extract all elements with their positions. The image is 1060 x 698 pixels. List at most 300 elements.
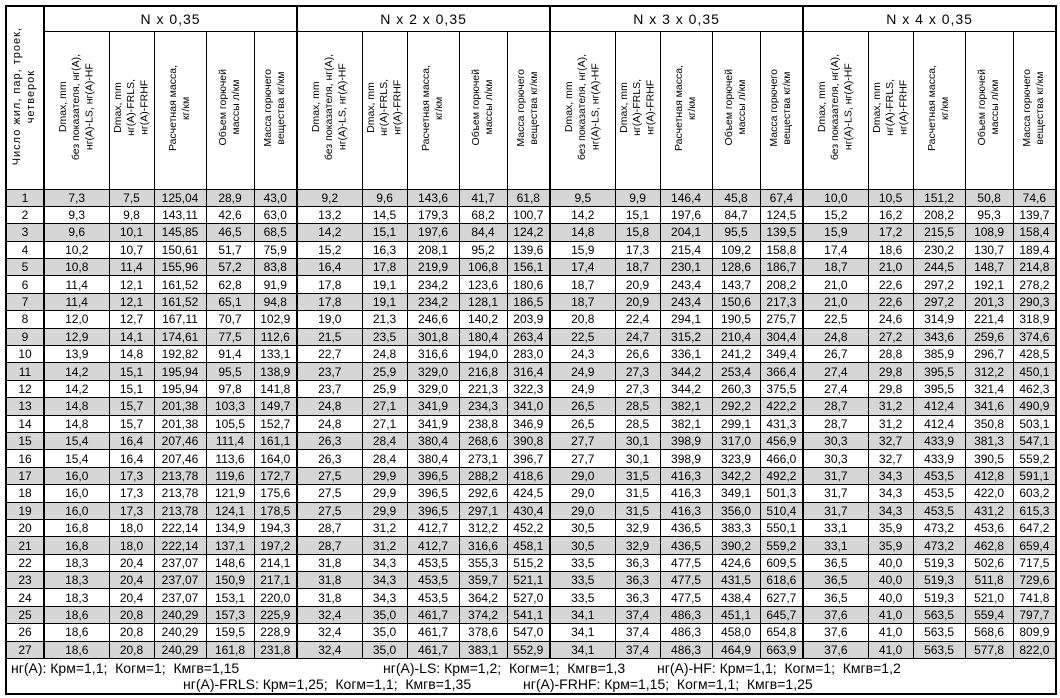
value-cell: 12,1 <box>109 276 154 293</box>
value-cell: 31,5 <box>615 502 660 519</box>
table-row <box>6 398 1056 415</box>
value-cell: 24,9 <box>550 363 615 380</box>
value-cell: 563,5 <box>913 606 965 623</box>
column-header-combustible-volume-group1 <box>206 31 254 189</box>
value-cell: 453,5 <box>407 554 459 571</box>
value-cell: 37,4 <box>615 624 660 641</box>
value-cell: 10,8 <box>44 259 109 276</box>
value-cell: 24,8 <box>362 346 407 363</box>
value-cell: 29,8 <box>868 380 913 397</box>
value-cell: 222,14 <box>154 537 206 554</box>
value-cell: 316,4 <box>507 363 550 380</box>
value-cell: 355,3 <box>459 554 507 571</box>
value-cell: 659,4 <box>1013 537 1056 554</box>
value-cell: 31,7 <box>803 467 868 484</box>
value-cell: 717,5 <box>1013 554 1056 571</box>
value-cell: 225,9 <box>254 606 297 623</box>
value-cell: 22,4 <box>615 311 660 328</box>
value-cell: 14,2 <box>550 206 615 223</box>
value-cell: 28,4 <box>362 450 407 467</box>
rotated-header-text: Dmax, mm без показателя, нг(А), нг(А)-LS, нг(А)-HF <box>310 54 349 161</box>
value-cell: 25,9 <box>362 363 407 380</box>
value-cell: 91,9 <box>254 276 297 293</box>
value-cell: 304,4 <box>760 328 803 345</box>
value-cell: 201,38 <box>154 415 206 432</box>
value-cell: 91,4 <box>206 346 254 363</box>
column-header-dmax-fr-group3 <box>615 31 660 189</box>
value-cell: 18,7 <box>803 259 868 276</box>
value-cell: 288,2 <box>459 467 507 484</box>
value-cell: 20,4 <box>109 554 154 571</box>
value-cell: 36,3 <box>615 572 660 589</box>
rotated-header-text: Dmax, mm нг(А)-FRLS, нг(А)-FRHF <box>617 79 657 136</box>
value-cell: 40,0 <box>868 572 913 589</box>
value-cell: 431,3 <box>760 415 803 432</box>
value-cell: 16,0 <box>44 467 109 484</box>
value-cell: 146,4 <box>660 189 712 206</box>
value-cell: 398,9 <box>660 450 712 467</box>
value-cell: 16,0 <box>44 485 109 502</box>
value-cell: 20,8 <box>550 311 615 328</box>
value-cell: 343,6 <box>913 328 965 345</box>
value-cell: 219,9 <box>407 259 459 276</box>
column-header-calc-mass-group1 <box>154 31 206 189</box>
value-cell: 75,9 <box>254 241 297 258</box>
value-cell: 201,3 <box>965 293 1013 310</box>
value-cell: 17,8 <box>297 276 362 293</box>
value-cell: 341,6 <box>965 398 1013 415</box>
value-cell: 215,4 <box>660 241 712 258</box>
value-cell: 21,0 <box>803 276 868 293</box>
value-cell: 108,9 <box>965 224 1013 241</box>
value-cell: 43,0 <box>254 189 297 206</box>
value-cell: 563,5 <box>913 624 965 641</box>
value-cell: 109,2 <box>712 241 760 258</box>
value-cell: 21,5 <box>297 328 362 345</box>
value-cell: 350,8 <box>965 415 1013 432</box>
value-cell: 12,0 <box>44 311 109 328</box>
value-cell: 197,2 <box>254 537 297 554</box>
value-cell: 34,1 <box>550 624 615 641</box>
row-number: 8 <box>6 311 44 328</box>
value-cell: 22,5 <box>803 311 868 328</box>
value-cell: 28,4 <box>362 432 407 449</box>
value-cell: 42,6 <box>206 206 254 223</box>
value-cell: 492,2 <box>760 467 803 484</box>
value-cell: 213,78 <box>154 502 206 519</box>
value-cell: 18,3 <box>44 572 109 589</box>
value-cell: 412,4 <box>913 398 965 415</box>
row-number: 24 <box>6 589 44 606</box>
value-cell: 797,7 <box>1013 606 1056 623</box>
value-cell: 17,3 <box>109 485 154 502</box>
value-cell: 381,3 <box>965 432 1013 449</box>
value-cell: 15,7 <box>109 415 154 432</box>
table-row <box>6 293 1056 310</box>
value-cell: 290,3 <box>1013 293 1056 310</box>
value-cell: 17,3 <box>109 467 154 484</box>
value-cell: 111,4 <box>206 432 254 449</box>
value-cell: 521,0 <box>965 589 1013 606</box>
value-cell: 186,5 <box>507 293 550 310</box>
value-cell: 428,5 <box>1013 346 1056 363</box>
value-cell: 139,7 <box>1013 206 1056 223</box>
rotated-header-text: Объем горючей массы л/км <box>722 69 749 146</box>
value-cell: 30,5 <box>550 519 615 536</box>
value-cell: 645,7 <box>760 606 803 623</box>
row-number: 9 <box>6 328 44 345</box>
value-cell: 14,5 <box>362 206 407 223</box>
row-number: 22 <box>6 554 44 571</box>
row-count-column-header <box>6 6 44 189</box>
value-cell: 14,8 <box>44 415 109 432</box>
value-cell: 436,5 <box>660 519 712 536</box>
table-row <box>6 224 1056 241</box>
rotated-header-text: Dmax, mm без показателя, нг(А), нг(А)-LS, нг(А)-HF <box>57 54 96 161</box>
value-cell: 37,6 <box>803 606 868 623</box>
value-cell: 103,3 <box>206 398 254 415</box>
value-cell: 9,6 <box>362 189 407 206</box>
value-cell: 20,8 <box>109 606 154 623</box>
table-row <box>6 259 1056 276</box>
value-cell: 213,78 <box>154 467 206 484</box>
note-ng-a-hf: нг(А)-HF: Крм=1,1; Когм=1; Кмгв=1,2 <box>657 660 901 677</box>
value-cell: 378,6 <box>459 624 507 641</box>
value-cell: 150,61 <box>154 241 206 258</box>
column-header-dmax-standard-group4 <box>803 31 868 189</box>
value-cell: 27,4 <box>803 380 868 397</box>
value-cell: 37,6 <box>803 624 868 641</box>
note-ng-a-frls: нг(А)-FRLS: Крм=1,25; Когм=1,1; Кмгв=1,35 <box>183 676 472 693</box>
value-cell: 430,4 <box>507 502 550 519</box>
value-cell: 31,7 <box>803 485 868 502</box>
rotated-header-text: Расчетная масса, кг/км <box>925 64 952 151</box>
value-cell: 121,9 <box>206 485 254 502</box>
rotated-header-text: Расчетная масса, кг/км <box>419 64 446 151</box>
value-cell: 21,0 <box>868 259 913 276</box>
value-cell: 515,2 <box>507 554 550 571</box>
value-cell: 34,3 <box>868 467 913 484</box>
value-cell: 19,0 <box>297 311 362 328</box>
value-cell: 157,3 <box>206 606 254 623</box>
value-cell: 563,5 <box>913 641 965 658</box>
value-cell: 28,7 <box>297 537 362 554</box>
rotated-header-text: Объем горючей массы л/км <box>469 69 496 146</box>
value-cell: 241,2 <box>712 346 760 363</box>
value-cell: 210,4 <box>712 328 760 345</box>
value-cell: 240,29 <box>154 606 206 623</box>
value-cell: 473,2 <box>913 537 965 554</box>
value-cell: 16,8 <box>44 519 109 536</box>
value-cell: 22,6 <box>868 276 913 293</box>
column-header-dmax-standard-group1 <box>44 31 109 189</box>
table-row <box>6 606 1056 623</box>
value-cell: 46,5 <box>206 224 254 241</box>
value-cell: 486,3 <box>660 606 712 623</box>
value-cell: 32,7 <box>868 432 913 449</box>
value-cell: 22,5 <box>550 328 615 345</box>
value-cell: 26,6 <box>615 346 660 363</box>
table-row <box>6 311 1056 328</box>
value-cell: 175,6 <box>254 485 297 502</box>
value-cell: 190,5 <box>712 311 760 328</box>
value-cell: 422,0 <box>965 485 1013 502</box>
value-cell: 95,3 <box>965 206 1013 223</box>
value-cell: 452,2 <box>507 519 550 536</box>
value-cell: 128,1 <box>459 293 507 310</box>
value-cell: 27,1 <box>362 398 407 415</box>
column-header-combustible-volume-group3 <box>712 31 760 189</box>
column-header-dmax-fr-group1 <box>109 31 154 189</box>
value-cell: 95,5 <box>712 224 760 241</box>
value-cell: 559,2 <box>1013 450 1056 467</box>
value-cell: 501,3 <box>760 485 803 502</box>
value-cell: 27,5 <box>297 467 362 484</box>
value-cell: 260,3 <box>712 380 760 397</box>
value-cell: 627,7 <box>760 589 803 606</box>
value-cell: 464,9 <box>712 641 760 658</box>
value-cell: 741,8 <box>1013 589 1056 606</box>
table-row <box>6 189 1056 206</box>
column-header-calc-mass-group4 <box>913 31 965 189</box>
value-cell: 462,3 <box>1013 380 1056 397</box>
value-cell: 208,2 <box>760 276 803 293</box>
value-cell: 375,5 <box>760 380 803 397</box>
value-cell: 23,5 <box>362 328 407 345</box>
value-cell: 33,5 <box>550 572 615 589</box>
value-cell: 383,3 <box>712 519 760 536</box>
table-row <box>6 537 1056 554</box>
value-cell: 18,7 <box>550 276 615 293</box>
value-cell: 431,5 <box>712 572 760 589</box>
value-cell: 203,9 <box>507 311 550 328</box>
value-cell: 10,1 <box>109 224 154 241</box>
rotated-header-text: Объем горючей массы л/км <box>975 69 1002 146</box>
column-header-combustible-mass-group3 <box>760 31 803 189</box>
value-cell: 94,8 <box>254 293 297 310</box>
value-cell: 14,2 <box>297 224 362 241</box>
value-cell: 436,5 <box>660 537 712 554</box>
value-cell: 150,9 <box>206 572 254 589</box>
value-cell: 35,0 <box>362 641 407 658</box>
value-cell: 450,1 <box>1013 363 1056 380</box>
value-cell: 385,9 <box>913 346 965 363</box>
value-cell: 215,5 <box>913 224 965 241</box>
row-count-header-line2: четверок <box>25 69 37 123</box>
value-cell: 41,0 <box>868 606 913 623</box>
value-cell: 16,4 <box>109 450 154 467</box>
value-cell: 14,8 <box>44 398 109 415</box>
value-cell: 618,6 <box>760 572 803 589</box>
value-cell: 396,5 <box>407 467 459 484</box>
value-cell: 32,9 <box>615 519 660 536</box>
value-cell: 15,2 <box>803 206 868 223</box>
value-cell: 214,8 <box>1013 259 1056 276</box>
row-number: 19 <box>6 502 44 519</box>
table-footer <box>6 659 1056 695</box>
table-row <box>6 415 1056 432</box>
value-cell: 412,7 <box>407 537 459 554</box>
value-cell: 68,5 <box>254 224 297 241</box>
value-cell: 33,1 <box>803 537 868 554</box>
value-cell: 615,3 <box>1013 502 1056 519</box>
value-cell: 222,14 <box>154 519 206 536</box>
table-row <box>6 363 1056 380</box>
value-cell: 113,6 <box>206 450 254 467</box>
value-cell: 663,9 <box>760 641 803 658</box>
value-cell: 14,2 <box>44 363 109 380</box>
value-cell: 194,0 <box>459 346 507 363</box>
column-header-dmax-fr-group4 <box>868 31 913 189</box>
value-cell: 197,6 <box>660 206 712 223</box>
value-cell: 27,5 <box>297 485 362 502</box>
value-cell: 34,3 <box>868 485 913 502</box>
value-cell: 364,2 <box>459 589 507 606</box>
row-number: 26 <box>6 624 44 641</box>
value-cell: 27,7 <box>550 450 615 467</box>
value-cell: 9,3 <box>44 206 109 223</box>
value-cell: 395,5 <box>913 363 965 380</box>
value-cell: 297,2 <box>913 276 965 293</box>
rotated-header-text: Расчетная масса, кг/км <box>166 64 192 151</box>
value-cell: 366,4 <box>760 363 803 380</box>
column-header-combustible-mass-group4 <box>1013 31 1056 189</box>
column-header-dmax-standard-group2 <box>297 31 362 189</box>
value-cell: 477,5 <box>660 589 712 606</box>
value-cell: 17,4 <box>803 241 868 258</box>
value-cell: 30,1 <box>615 432 660 449</box>
value-cell: 207,46 <box>154 432 206 449</box>
value-cell: 138,9 <box>254 363 297 380</box>
value-cell: 11,4 <box>44 293 109 310</box>
value-cell: 382,1 <box>660 415 712 432</box>
value-cell: 17,3 <box>615 241 660 258</box>
value-cell: 220,0 <box>254 589 297 606</box>
value-cell: 316,6 <box>459 537 507 554</box>
value-cell: 16,8 <box>44 537 109 554</box>
value-cell: 318,9 <box>1013 311 1056 328</box>
value-cell: 124,2 <box>507 224 550 241</box>
value-cell: 28,7 <box>297 519 362 536</box>
table-row <box>6 276 1056 293</box>
value-cell: 140,2 <box>459 311 507 328</box>
value-cell: 547,0 <box>507 624 550 641</box>
row-number: 17 <box>6 467 44 484</box>
value-cell: 297,1 <box>459 502 507 519</box>
value-cell: 194,3 <box>254 519 297 536</box>
value-cell: 214,1 <box>254 554 297 571</box>
value-cell: 213,78 <box>154 485 206 502</box>
value-cell: 13,9 <box>44 346 109 363</box>
value-cell: 473,2 <box>913 519 965 536</box>
column-group-nx2x035: N x 2 x 0,35 <box>297 6 550 31</box>
value-cell: 139,6 <box>507 241 550 258</box>
value-cell: 17,2 <box>868 224 913 241</box>
value-cell: 15,1 <box>615 206 660 223</box>
value-cell: 29,9 <box>362 467 407 484</box>
value-cell: 167,11 <box>154 311 206 328</box>
sub-header-row <box>6 31 1056 189</box>
value-cell: 27,3 <box>615 380 660 397</box>
value-cell: 36,5 <box>803 554 868 571</box>
row-number: 3 <box>6 224 44 241</box>
value-cell: 321,4 <box>965 380 1013 397</box>
value-cell: 654,8 <box>760 624 803 641</box>
value-cell: 30,3 <box>803 432 868 449</box>
value-cell: 17,8 <box>297 293 362 310</box>
value-cell: 461,7 <box>407 606 459 623</box>
value-cell: 297,2 <box>913 293 965 310</box>
value-cell: 395,5 <box>913 380 965 397</box>
value-cell: 27,5 <box>297 502 362 519</box>
value-cell: 172,7 <box>254 467 297 484</box>
value-cell: 341,9 <box>407 415 459 432</box>
table-row <box>6 328 1056 345</box>
value-cell: 32,7 <box>868 450 913 467</box>
value-cell: 35,0 <box>362 624 407 641</box>
value-cell: 27,1 <box>362 415 407 432</box>
value-cell: 438,4 <box>712 589 760 606</box>
value-cell: 23,7 <box>297 380 362 397</box>
value-cell: 299,1 <box>712 415 760 432</box>
value-cell: 14,8 <box>109 346 154 363</box>
value-cell: 294,1 <box>660 311 712 328</box>
value-cell: 416,3 <box>660 485 712 502</box>
value-cell: 195,94 <box>154 363 206 380</box>
value-cell: 238,8 <box>459 415 507 432</box>
value-cell: 97,8 <box>206 380 254 397</box>
value-cell: 161,1 <box>254 432 297 449</box>
value-cell: 201,38 <box>154 398 206 415</box>
table-row <box>6 519 1056 536</box>
value-cell: 7,3 <box>44 189 109 206</box>
value-cell: 273,1 <box>459 450 507 467</box>
value-cell: 21,0 <box>803 293 868 310</box>
value-cell: 356,0 <box>712 502 760 519</box>
value-cell: 27,3 <box>615 363 660 380</box>
value-cell: 18,3 <box>44 554 109 571</box>
cable-parameters-table <box>5 5 1057 695</box>
value-cell: 41,0 <box>868 624 913 641</box>
value-cell: 20,4 <box>109 589 154 606</box>
value-cell: 462,8 <box>965 537 1013 554</box>
value-cell: 18,6 <box>44 624 109 641</box>
value-cell: 143,7 <box>712 276 760 293</box>
value-cell: 412,7 <box>407 519 459 536</box>
value-cell: 161,52 <box>154 276 206 293</box>
value-cell: 28,5 <box>615 398 660 415</box>
value-cell: 16,4 <box>109 432 154 449</box>
row-number: 5 <box>6 259 44 276</box>
value-cell: 490,9 <box>1013 398 1056 415</box>
value-cell: 312,2 <box>965 363 1013 380</box>
rotated-header-text: Dmax, mm нг(А)-FRLS, нг(А)-FRHF <box>870 79 910 136</box>
value-cell: 12,1 <box>109 293 154 310</box>
value-cell: 317,0 <box>712 432 760 449</box>
value-cell: 22,6 <box>868 293 913 310</box>
value-cell: 342,2 <box>712 467 760 484</box>
value-cell: 541,1 <box>507 606 550 623</box>
value-cell: 15,9 <box>550 241 615 258</box>
value-cell: 20,4 <box>109 572 154 589</box>
value-cell: 453,6 <box>965 519 1013 536</box>
value-cell: 24,8 <box>803 328 868 345</box>
value-cell: 208,1 <box>407 241 459 258</box>
row-number: 23 <box>6 572 44 589</box>
value-cell: 234,3 <box>459 398 507 415</box>
value-cell: 19,1 <box>362 293 407 310</box>
row-number: 15 <box>6 432 44 449</box>
